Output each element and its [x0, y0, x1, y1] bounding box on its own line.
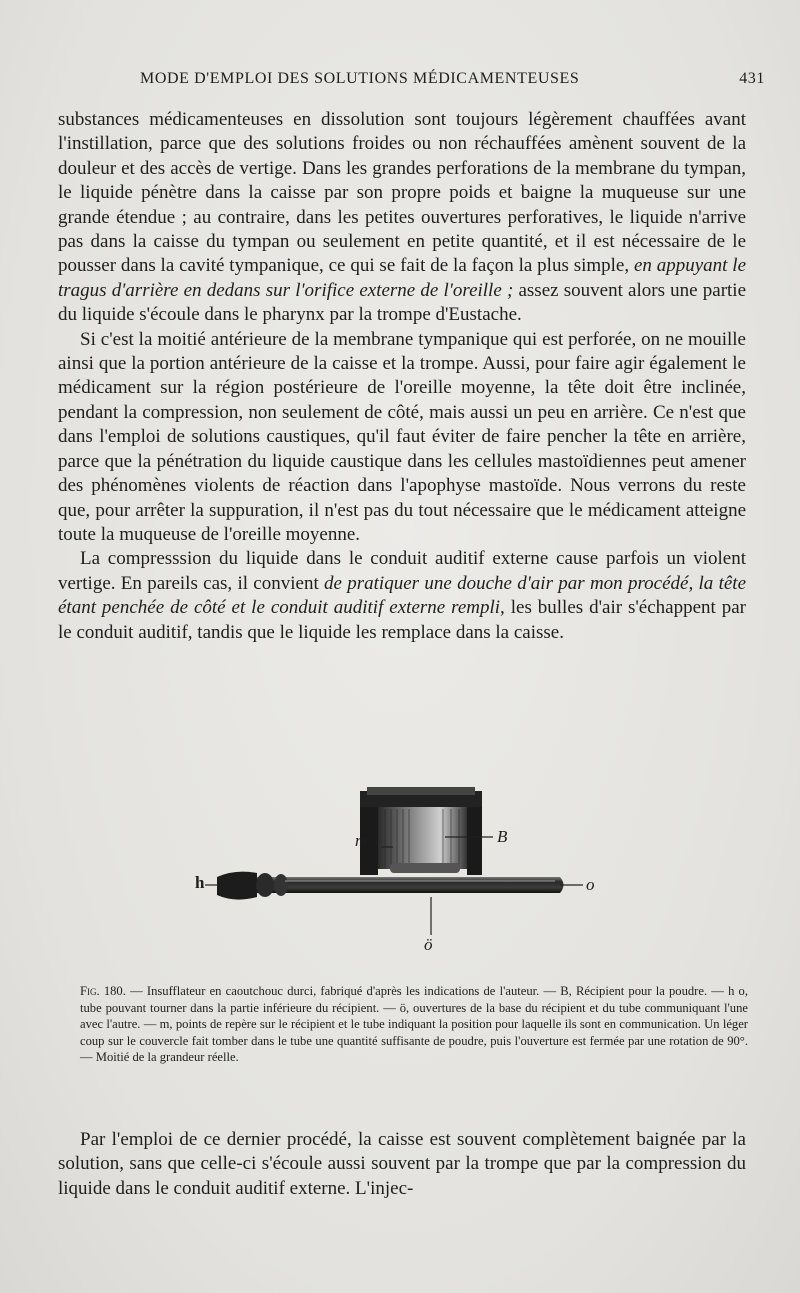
- paragraph-4: Par l'emploi de ce dernier procédé, la caisse est souvent complètement baignée par la solution, sans que celle-ci s'écoule aussi souvent par la trompe que par la compression du liquide dans le conduit auditif externe. L'injec-: [58, 1129, 746, 1199]
- paragraph-2: Si c'est la moitié antérieure de la membrane tympanique qui est perforée, on ne mouille ainsi que la portion antérieure de la caisse et la trompe. Aussi, pour faire agir également le médicament sur la région postérieure de l'oreille moyenne, la tête doit être inclinée, pendant la compression, non seulement de côté, mais aussi un peu en arrière. Ce n'est que dans l'emploi de solutions caustiques, qu'il faut éviter de faire pencher la tête en arrière, parce que la pénétration du liquide caustique dans les cellules mastoïdiennes peut amener des phénomènes violents de réaction dans l'apophyse mastoïde. Nous verrons du reste que, pour arrêter la suppuration, il n'est pas du tout nécessaire que le médicament atteigne toute la muqueuse de l'oreille moyenne.: [58, 328, 746, 545]
- figure-insufflator: [195, 785, 615, 960]
- paragraph-3: [58, 547, 746, 645]
- paragraph-3-italic: de pratiquer une douche d'air par mon procédé, la tête étant penchée de côté et le conduit auditif externe rempli,: [58, 572, 746, 619]
- running-header: [140, 70, 765, 88]
- insufflator-drawing: [195, 785, 615, 960]
- body-text-top: [58, 108, 746, 645]
- tube-bulb: [217, 872, 257, 900]
- paragraph-1: [58, 108, 746, 328]
- label-B: B: [497, 827, 508, 846]
- caption-text: — Insufflateur en caoutchouc durci, fabriqué d'après les indications de l'auteur. — B, Récipient pour la poudre. — h o, tube pouvant tourner dans la partie inférieure du récipient. — ö, ouvertures de la base du récipient et du tube communiquant l'une avec l'autre. — m, points de repère sur le récipient et le tube indiquant la position pour laquelle ils sont en communication. Un léger coup sur le couvercle fait tomber dans le tube une quantité suffisante de poudre, puis l'ouverture est fermée par une rotation de 90°. — Moitié de la grandeur réelle.: [80, 984, 749, 1065]
- paragraph-1-text: substances médicamenteuses en dissolution sont toujours légèrement chauffées avant l'instillation, parce que des solutions froides ou non réchauffées amènent souvent de la douleur et des accès de vertige. Dans les grandes perforations de la membrane du tympan, le liquide pénètre dans la caisse par son propre poids et baigne la muqueuse sur une grande étendue ; au contraire, dans les petites ouvertures perforatives, le liquide n'arrive pas dans la caisse du tympan ou seulement en petite quantité, et il est nécessaire de le pousser dans la cavité tympanique, ce qui se fait de la façon la plus simple,: [58, 109, 746, 277]
- body-text-bottom: [58, 1128, 746, 1201]
- page-number: 431: [739, 70, 765, 87]
- figure-number: Fig. 180.: [80, 984, 126, 998]
- paragraph-1-end: assez souvent alors une partie du liquide s'écoule dans le pharynx par la trompe d'Eustache.: [58, 279, 747, 326]
- label-m: m: [355, 831, 368, 850]
- paragraph-3-text: La compresssion du liquide dans le conduit auditif externe cause parfois un violent vertige. En pareils cas, il convient: [58, 548, 746, 594]
- recipient-wall-right: [467, 807, 482, 875]
- paragraph-1-italic: en appuyant le tragus d'arrière en dedans sur l'orifice externe de l'oreille ;: [58, 255, 747, 301]
- label-h: h: [195, 873, 205, 892]
- figure-caption: [80, 983, 748, 1066]
- label-o: o: [586, 875, 595, 894]
- label-o-umlaut: ö: [424, 935, 433, 954]
- tube-ho: [255, 877, 564, 893]
- paragraph-3-end: les bulles d'air s'échappent par le conduit auditif, tandis que le liquide les remplace dans la caisse.: [58, 597, 747, 643]
- header-title: MODE D'EMPLOI DES SOLUTIONS MÉDICAMENTEUSES: [140, 70, 580, 87]
